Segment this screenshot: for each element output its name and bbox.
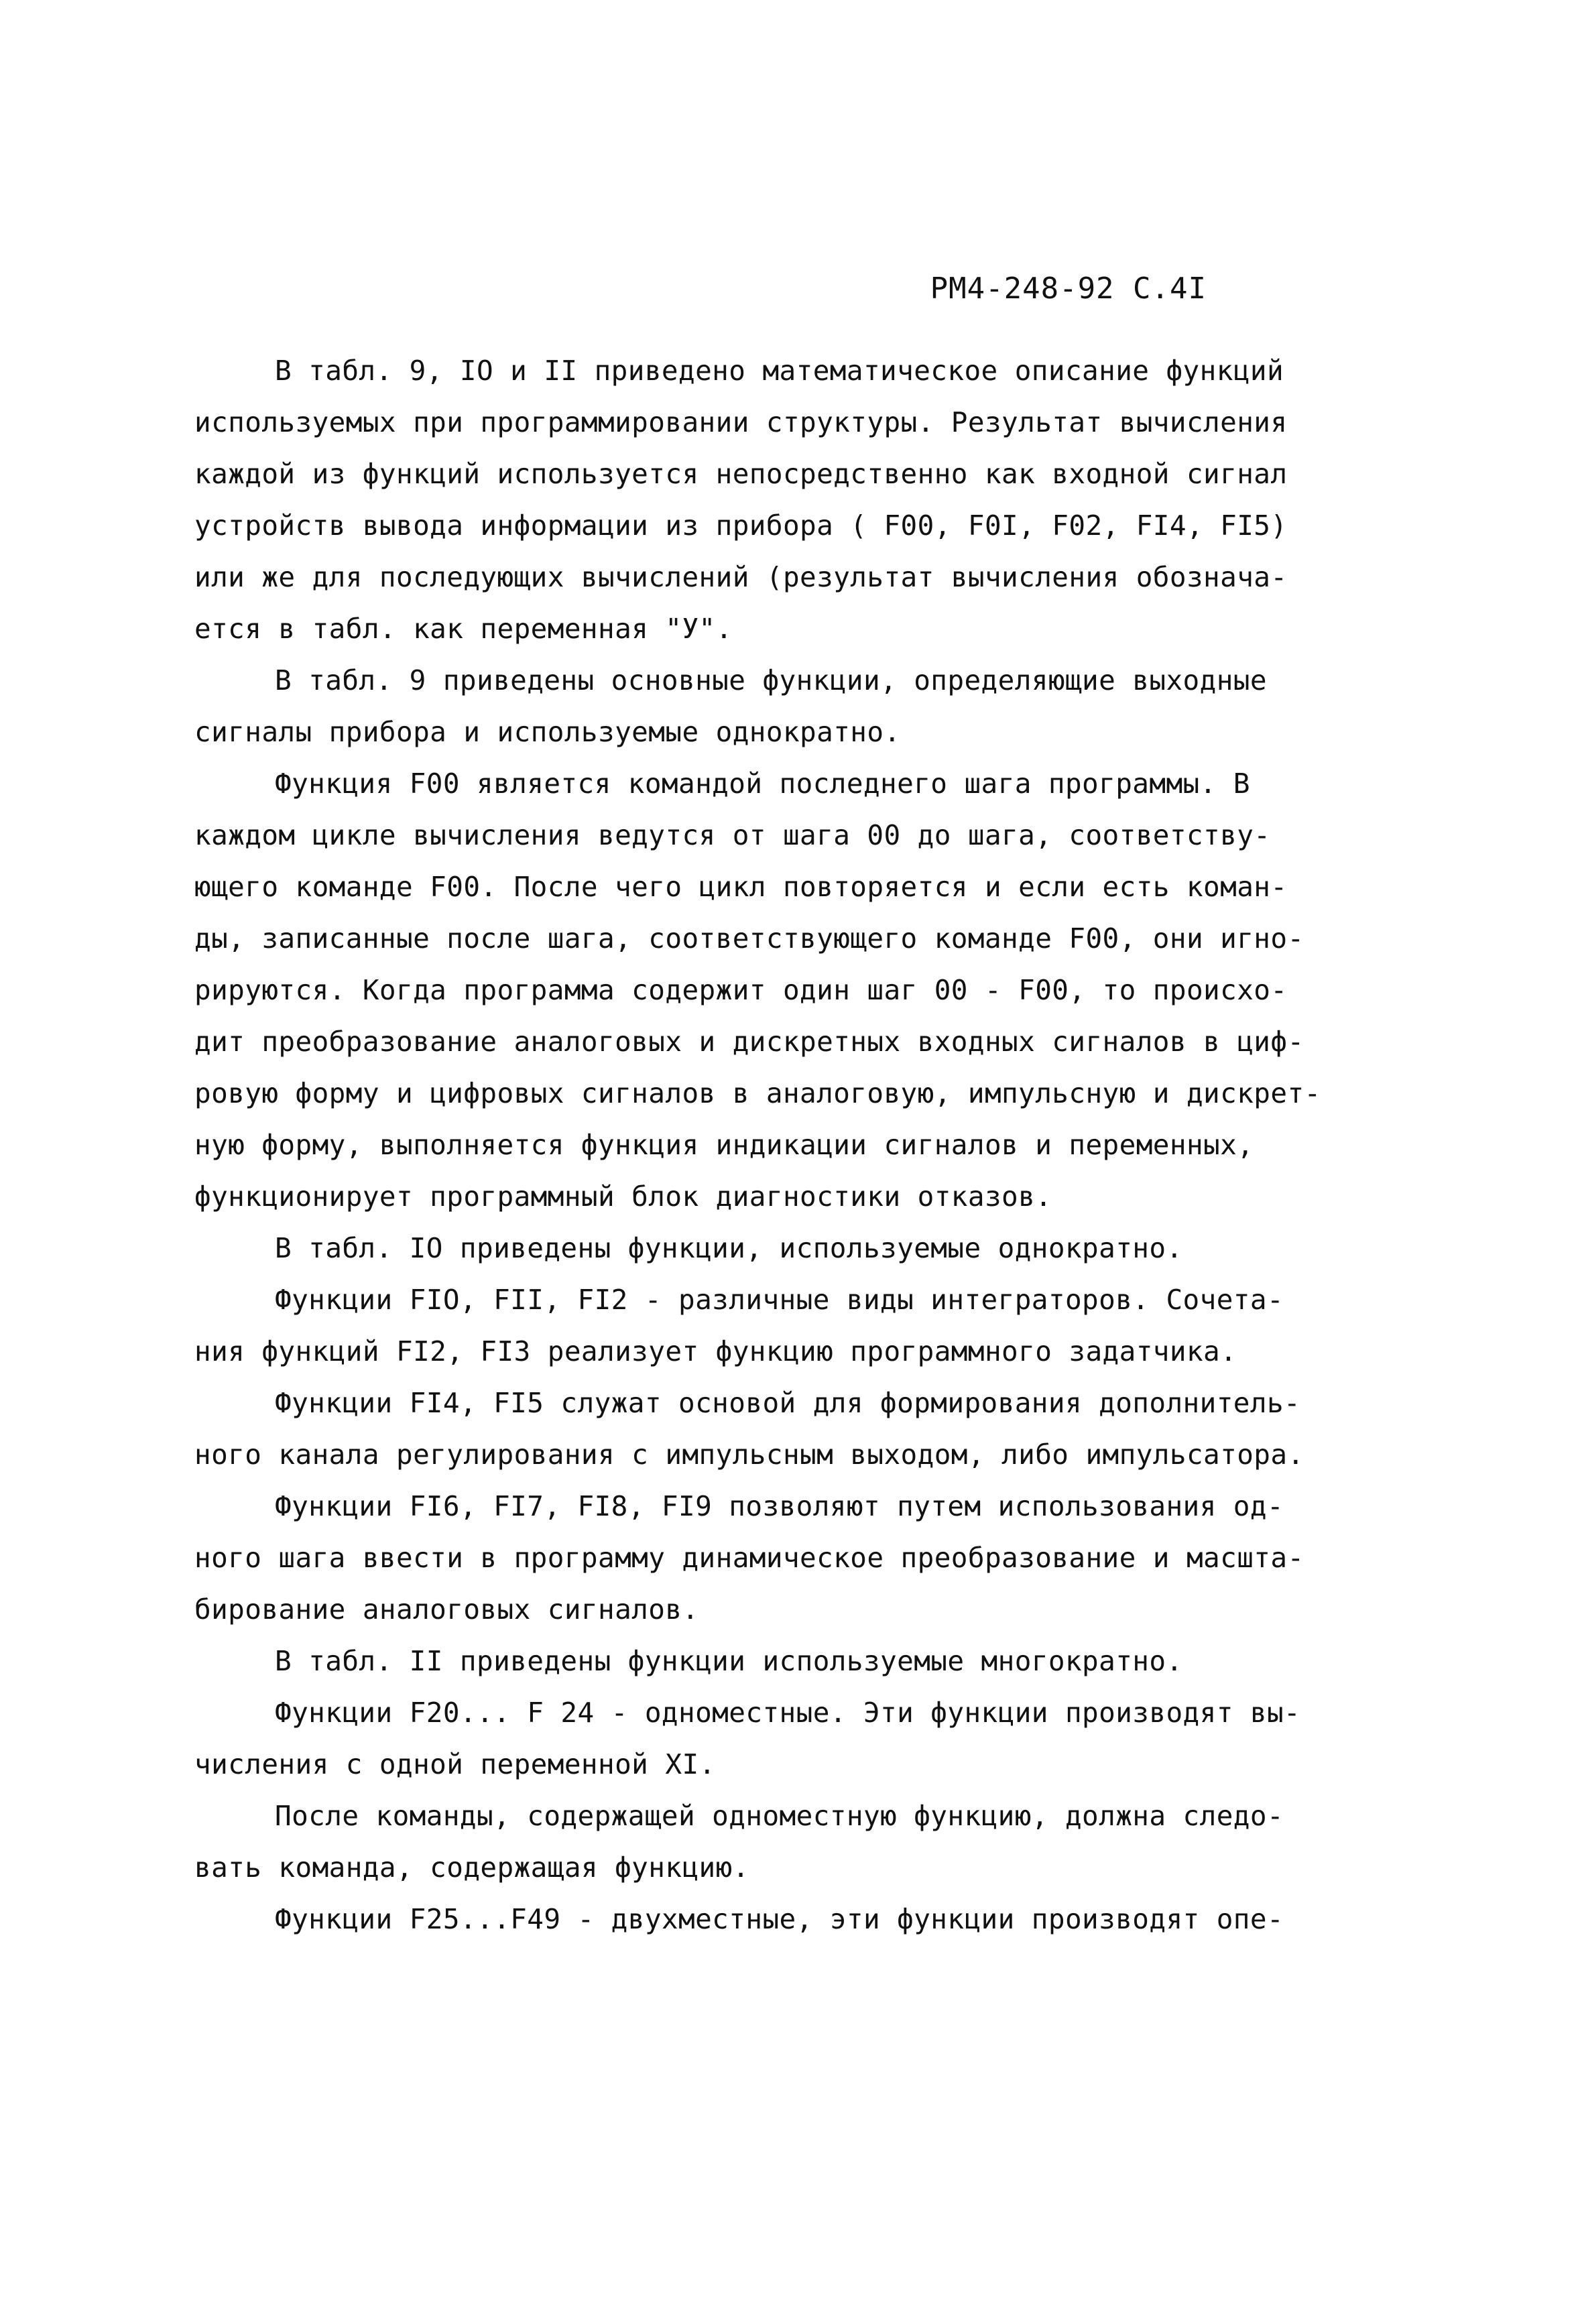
text-line: устройств вывода информации из прибора ( F00, F0I, F02, FI4, FI5) — [194, 509, 1288, 542]
text-line: ного шага ввести в программу динамическое преобразование и масшта- — [194, 1542, 1304, 1574]
text-line: сигналы прибора и используемые однократно. — [194, 716, 901, 748]
text-line: В табл. IO приведены функции, используемые однократно. — [275, 1232, 1183, 1264]
text-line: функционирует программный блок диагностики отказов. — [194, 1180, 1052, 1213]
text-line: Функции FI6, FI7, FI8, FI9 позволяют путем использования од- — [275, 1490, 1284, 1522]
text-line: каждой из функций используется непосредственно как входной сигнал — [194, 458, 1288, 490]
text-line: ды, записанные после шага, соответствующего команде F00, они игно- — [194, 922, 1304, 955]
text-line: каждом цикле вычисления ведутся от шага 00 до шага, соответству- — [194, 819, 1271, 851]
body-text — [194, 345, 1321, 1945]
text-line: используемых при программировании структуры. Результат вычисления — [194, 406, 1288, 438]
text-line: ния функций FI2, FI3 реализует функцию программного задатчика. — [194, 1335, 1237, 1367]
text-line: Функции F25...F49 - двухместные, эти функции производят опе- — [275, 1903, 1284, 1935]
text-line: Функция F00 является командой последнего шага программы. В — [275, 768, 1250, 800]
text-line: В табл. II приведены функции используемые многократно. — [275, 1645, 1183, 1677]
text-line: дит преобразование аналоговых и дискретных входных сигналов в циф- — [194, 1026, 1304, 1058]
text-line: числения с одной переменной XI. — [194, 1748, 716, 1780]
text-line: ровую форму и цифровых сигналов в аналоговую, импульсную и дискрет- — [194, 1077, 1321, 1109]
text-line: ющего команде F00. После чего цикл повторяется и если есть коман- — [194, 871, 1288, 903]
text-line: бирование аналоговых сигналов. — [194, 1593, 699, 1626]
text-line: Функции FI4, FI5 служат основой для формирования дополнитель- — [275, 1387, 1301, 1419]
text-line: или же для последующих вычислений (результат вычисления обознача- — [194, 561, 1288, 593]
text-line: ется в табл. как переменная "У". — [194, 613, 733, 645]
page-header-code: РМ4-248-92 С.4I — [930, 271, 1207, 306]
text-line: ного канала регулирования с импульсным выходом, либо импульсатора. — [194, 1439, 1304, 1471]
text-line: рируются. Когда программа содержит один шаг 00 - F00, то происхо- — [194, 974, 1288, 1006]
text-line: Функции F20... F 24 - одноместные. Эти функции производят вы- — [275, 1697, 1301, 1729]
text-line: После команды, содержащей одноместную функцию, должна следо- — [275, 1800, 1284, 1832]
text-line: В табл. 9, IO и II приведено математическое описание функций — [275, 355, 1284, 387]
text-line: В табл. 9 приведены основные функции, определяющие выходные — [275, 664, 1267, 696]
text-line: ную форму, выполняется функция индикации сигналов и переменных, — [194, 1129, 1254, 1161]
text-line: вать команда, содержащая функцию. — [194, 1851, 749, 1884]
text-line: Функции FIO, FII, FI2 - различные виды интеграторов. Сочета- — [275, 1284, 1284, 1316]
